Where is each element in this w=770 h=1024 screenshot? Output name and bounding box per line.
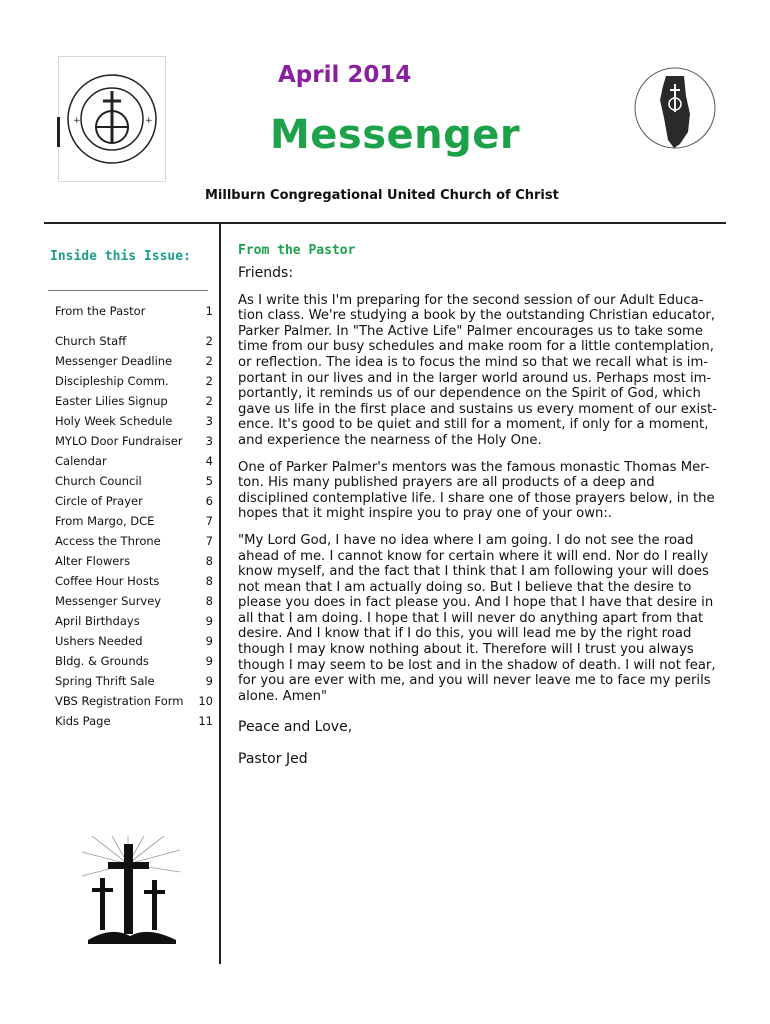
- toc-item-page: 1: [205, 304, 213, 318]
- toc-item-label: Coffee Hour Hosts: [55, 574, 160, 588]
- toc-item: [55, 371, 213, 391]
- toc-item-label: Calendar: [55, 454, 107, 468]
- toc-item-page: 9: [205, 634, 213, 648]
- toc-item-page: 8: [205, 574, 213, 588]
- issue-month: April 2014: [278, 62, 412, 88]
- toc-item: [55, 511, 213, 531]
- toc-item-label: Messenger Deadline: [55, 354, 173, 368]
- toc-item: [55, 551, 213, 571]
- toc-item-label: Alter Flowers: [55, 554, 131, 568]
- header-divider: [44, 222, 726, 224]
- toc-item-label: VBS Registration Form: [55, 694, 184, 708]
- toc-item: [55, 301, 213, 321]
- toc-item-page: 4: [205, 454, 213, 468]
- newsletter-title: Messenger: [270, 112, 521, 158]
- illinois-conference-emblem-icon: [630, 56, 720, 176]
- pastor-letter: [238, 266, 723, 779]
- toc-item-page: 2: [205, 394, 213, 408]
- signature: Pastor Jed: [238, 751, 308, 768]
- toc-item-label: Ushers Needed: [55, 634, 143, 648]
- toc-item-label: From the Pastor: [55, 304, 146, 318]
- church-name: Millburn Congregational United Church of Christ: [205, 188, 559, 203]
- toc-item-page: 7: [205, 514, 213, 528]
- toc-item: [55, 691, 213, 711]
- toc-item-page: 3: [205, 434, 213, 448]
- toc-item-page: 2: [205, 374, 213, 388]
- toc-item-label: April Birthdays: [55, 614, 140, 628]
- illinois-conference-logo: [630, 56, 720, 176]
- toc-item-page: 2: [205, 334, 213, 348]
- greeting: Friends:: [238, 265, 294, 281]
- toc-item-label: From Margo, DCE: [55, 514, 155, 528]
- toc-item-label: Church Staff: [55, 334, 127, 348]
- toc-heading: Inside this Issue:: [50, 249, 191, 264]
- toc-item: [55, 331, 213, 351]
- toc-item-page: 7: [205, 534, 213, 548]
- toc-item-label: Bldg. & Grounds: [55, 654, 149, 668]
- paragraph: One of Parker Palmer's mentors was the famous monastic Thomas Mer- ton. His many published prayers are all products of a deep and disciplined contemplative life. I share one of those prayers below, in the hopes that it might inspire you to pray one of your own:.: [238, 459, 715, 522]
- toc-item: [55, 471, 213, 491]
- toc-item-page: 8: [205, 554, 213, 568]
- toc-item-label: Holy Week Schedule: [55, 414, 173, 428]
- toc-item: [55, 671, 213, 691]
- toc-item: [55, 351, 213, 371]
- toc-item: [55, 491, 213, 511]
- ucc-emblem-icon: [63, 63, 161, 175]
- toc-item: [55, 651, 213, 671]
- toc-item-page: 2: [205, 354, 213, 368]
- toc-item-label: Church Council: [55, 474, 142, 488]
- toc-item-page: 10: [198, 694, 213, 708]
- toc-item: [55, 591, 213, 611]
- ucc-logo: [58, 56, 166, 182]
- toc-item: [55, 631, 213, 651]
- column-divider: [219, 222, 221, 964]
- toc-item-page: 6: [205, 494, 213, 508]
- toc-item: [55, 611, 213, 631]
- section-heading: From the Pastor: [238, 243, 356, 258]
- toc-item: [55, 711, 213, 731]
- toc-item-page: 5: [205, 474, 213, 488]
- toc-item-label: Access the Throne: [55, 534, 161, 548]
- toc-item-label: MYLO Door Fundraiser: [55, 434, 183, 448]
- toc-item-label: Messenger Survey: [55, 594, 162, 608]
- toc-item-label: Spring Thrift Sale: [55, 674, 155, 688]
- table-of-contents: [55, 301, 213, 731]
- toc-item-page: 11: [198, 714, 213, 728]
- toc-item-label: Circle of Prayer: [55, 494, 143, 508]
- toc-item: [55, 531, 213, 551]
- prayer-paragraph: "My Lord God, I have no idea where I am going. I do not see the road ahead of me. I cannot know for certain where it will end. Nor do I really know myself, and the fact that I think that I am following your will does not mean that I am actually doing so. But I believe that the desire to please you does in fact please you. And I hope that I have that desire in all that I am doing. I hope that I will never do anything apart from that desire. And I know that if I do this, you will lead me by the right road though I may know nothing about it. Therefore will I trust you always though I may seem to be lost and in the shadow of death. I will not fear, for you are ever with me, and you will never leave me to face my perils alone. Amen": [238, 532, 716, 704]
- toc-item-page: 9: [205, 674, 213, 688]
- svg-text:+: +: [73, 116, 81, 126]
- three-crosses-icon: [82, 836, 182, 946]
- toc-item-page: 9: [205, 614, 213, 628]
- closing: Peace and Love,: [238, 719, 353, 736]
- toc-item-page: 3: [205, 414, 213, 428]
- logo-edge-mark: [57, 117, 60, 147]
- toc-item-label: Discipleship Comm.: [55, 374, 169, 388]
- toc-item-label: Kids Page: [55, 714, 111, 728]
- toc-item-label: Easter Lilies Signup: [55, 394, 168, 408]
- paragraph: As I write this I'm preparing for the second session of our Adult Educa- tion class. We're studying a book by the outstanding Christian educator, Parker Palmer. In "The Active Life" Palmer encourages us to take some time from our busy schedules and make room for a little contemplation, or reflection. The idea is to focus the mind so that we recall what is im- portant in our lives and in the larger world around us. Perhaps most im- portantly, it reminds us of our dependence on the Spirit of God, which gave us life in the first place and sustains us every moment of our exist- ence. It's good to be quiet and still for a moment, if only for a moment, and experience the nearness of the Holy One.: [238, 292, 717, 448]
- toc-item: [55, 431, 213, 451]
- toc-divider: [48, 290, 208, 291]
- toc-item: [55, 571, 213, 591]
- toc-item-page: 9: [205, 654, 213, 668]
- toc-item: [55, 411, 213, 431]
- toc-item: [55, 391, 213, 411]
- svg-text:+: +: [145, 116, 153, 126]
- toc-item: [55, 451, 213, 471]
- toc-item-page: 8: [205, 594, 213, 608]
